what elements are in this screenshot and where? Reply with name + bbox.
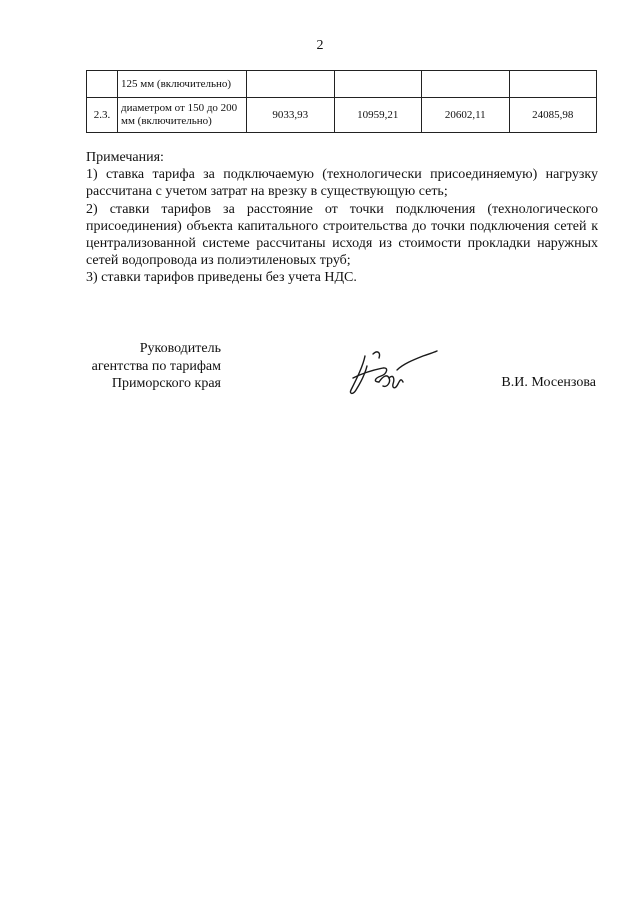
value-cell — [422, 71, 510, 98]
value-cell: 20602,11 — [422, 98, 510, 133]
value-cell — [509, 71, 597, 98]
value-cell — [247, 71, 335, 98]
handwritten-signature-icon — [343, 348, 439, 400]
signatory-title-line: агентства по тарифам — [91, 358, 221, 374]
row-description-cell: диаметром от 150 до 200 мм (включительно) — [118, 98, 247, 133]
signatory-title — [86, 340, 221, 393]
note-item-2: 2) ставки тарифов за расстояние от точки подключения (технологического присоединения) объекта капитального строительства до точки подключения сетей к централизованной системе рассчитаны исходя из стоимости прокладки наружных сетей водопровода из полиэтиленовых труб; — [86, 201, 598, 269]
table-row — [87, 98, 597, 133]
tariff-table — [86, 70, 597, 133]
value-cell — [334, 71, 422, 98]
value-cell: 9033,93 — [247, 98, 335, 133]
row-number-cell — [87, 71, 118, 98]
note-item-1: 1) ставка тарифа за подключаемую (технологически присоединяемую) нагрузку рассчитана с учетом затрат на врезку в существующую сеть; — [86, 167, 598, 200]
table-row — [87, 71, 597, 98]
page-number: 2 — [316, 38, 324, 53]
notes-heading: Примечания: — [86, 150, 164, 165]
notes-section — [86, 149, 598, 287]
signatory-title-line: Приморского края — [111, 376, 221, 391]
row-number-cell: 2.3. — [87, 98, 118, 133]
signatory-title-line: Руководитель — [139, 341, 221, 356]
value-cell: 24085,98 — [509, 98, 597, 133]
note-item-3: 3) ставки тарифов приведены без учета НДС. — [86, 270, 357, 286]
row-description-cell: 125 мм (включительно) — [118, 71, 247, 98]
signatory-name: В.И. Мосензова — [501, 375, 596, 390]
value-cell: 10959,21 — [334, 98, 422, 133]
